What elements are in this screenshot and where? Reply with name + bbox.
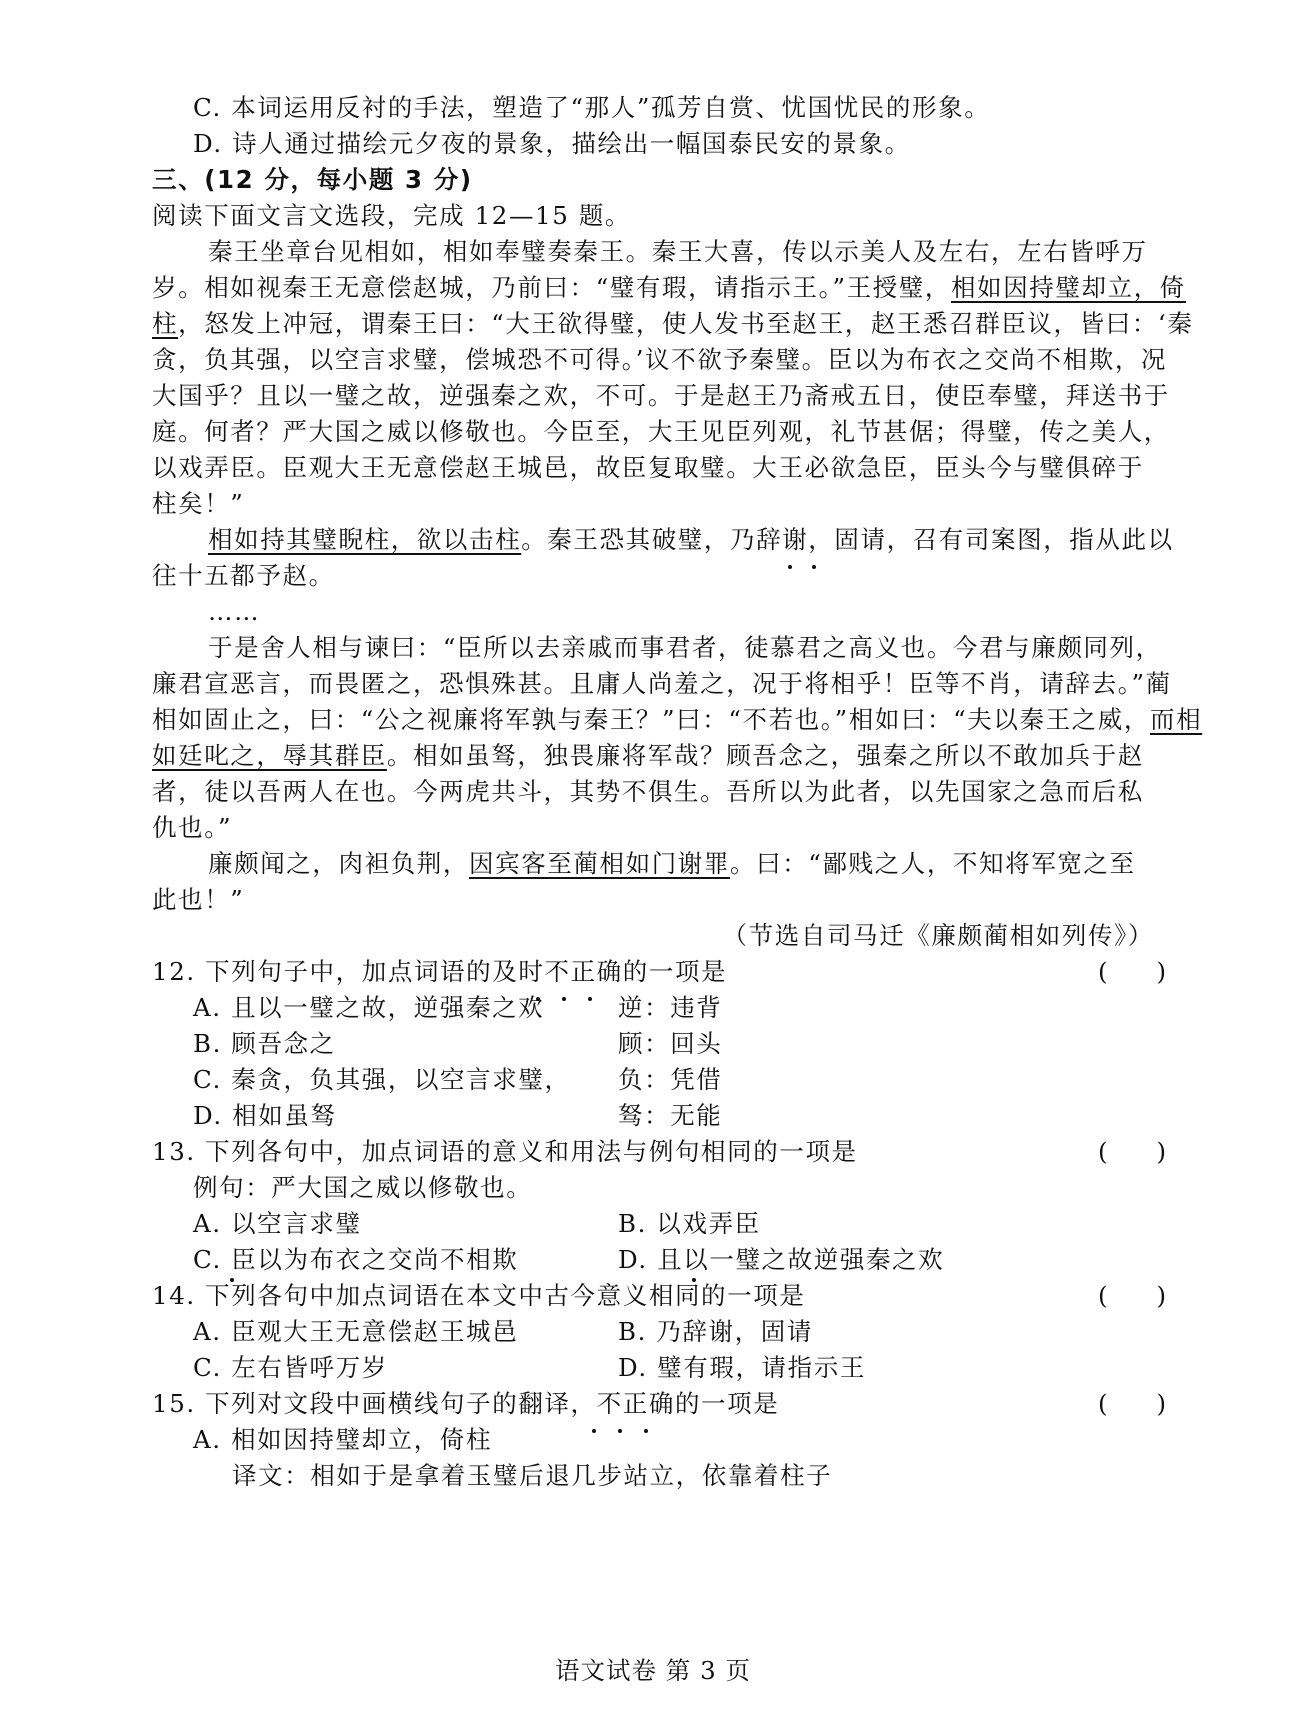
- passage-line: [208, 524, 1174, 556]
- q12-option-b-gloss: 顾：回头: [618, 1029, 723, 1058]
- emphasis-dot: [788, 565, 792, 569]
- q12-option-a: A. 且以一璧之故，逆强秦之欢: [193, 993, 545, 1022]
- question-14-stem: 14. 下列各句中加点词语在本文中古今意义相同的一项是: [152, 1281, 806, 1310]
- passage-line: 廉君宣恶言，而畏匿之，恐惧殊甚。且庸人尚羞之，况于将相乎！臣等不肖，请辞去。”蔺: [152, 669, 1172, 698]
- q14-option-c: C. 左右皆呼万岁: [193, 1353, 388, 1382]
- section-instruction: 阅读下面文言文选段，完成 12—15 题。: [152, 201, 632, 230]
- option-c-previous: C. 本词运用反衬的手法，塑造了“那人”孤芳自赏、忧国忧民的形象。: [193, 93, 991, 122]
- passage-line: 往十五都予赵。: [152, 561, 335, 590]
- question-13-stem: 13. 下列各句中，加点词语的意义和用法与例句相同的一项是: [152, 1137, 858, 1166]
- passage-text: 岁。相如视秦王无意偿赵城，乃前曰：“璧有瑕，请指示王。”王授璧，: [152, 273, 951, 302]
- underlined-sentence: 而相: [1149, 705, 1203, 734]
- passage-line: 以戏弄臣。臣观大王无意偿赵王城邑，故臣复取璧。大王必欲急臣，臣头今与璧俱碎于: [152, 453, 1144, 482]
- answer-blank[interactable]: ( ): [1098, 1137, 1167, 1166]
- passage-line: 庭。何者？严大国之威以修敬也。今臣至，大王见臣列观，礼节甚倨；得璧，传之美人，: [152, 417, 1170, 446]
- option-d-previous: D. 诗人通过描绘元夕夜的景象，描绘出一幅国泰民安的景象。: [193, 129, 911, 158]
- question-15-stem: 15. 下列对文段中画横线句子的翻译，不正确的一项是: [152, 1389, 780, 1418]
- passage-line: 仇也。”: [152, 813, 233, 842]
- passage-line: [152, 272, 1186, 304]
- passage-line: 秦王坐章台见相如，相如奉璧奏秦王。秦王大喜，传以示美人及左右，左右皆呼万: [208, 237, 1148, 266]
- q12-option-d: D. 相如虽驽: [193, 1101, 337, 1130]
- passage-text: 。曰：“鄙贱之人，不知将军宽之至: [730, 849, 1136, 878]
- passage-line: [152, 308, 1193, 340]
- passage-source: （节选自司马迁《廉颇蔺相如列传》）: [722, 921, 1154, 950]
- passage-text: 廉颇闻之，肉袒负荆，: [208, 849, 469, 878]
- emphasis-dot: [618, 1429, 622, 1433]
- passage-text: 。相如虽驽，独畏廉将军哉？顾吾念之，强秦之所以不敢加兵于赵: [386, 741, 1144, 770]
- passage-line: 柱矣！”: [152, 489, 245, 518]
- underlined-sentence: 相如持其璧睨柱，欲以击柱: [208, 525, 522, 554]
- q15-option-a: A. 相如因持璧却立，倚柱: [193, 1425, 493, 1454]
- emphasis-dot: [644, 1429, 648, 1433]
- emphasis-dot: [592, 1429, 596, 1433]
- q12-option-a-gloss: 逆：违背: [618, 993, 723, 1022]
- q13-example: 例句：严大国之威以修敬也。: [193, 1173, 533, 1202]
- passage-text: 相如固止之，曰：“公之视廉将军孰与秦王？”曰：“不若也。”相如曰：“夫以秦王之威，: [152, 705, 1150, 734]
- passage-line: [208, 848, 1136, 880]
- passage-line: [152, 740, 1144, 772]
- passage-line: 贪，负其强，以空言求璧，偿城恐不可得。’议不欲予秦璧。臣以为布衣之交尚不相欺，况: [152, 345, 1168, 374]
- q12-option-b: B. 顾吾念之: [193, 1029, 336, 1058]
- q13-option-a: A. 以空言求璧: [193, 1209, 362, 1238]
- answer-blank[interactable]: ( ): [1098, 1281, 1167, 1310]
- q14-option-a: A. 臣观大王无意偿赵王城邑: [193, 1317, 519, 1346]
- answer-blank[interactable]: ( ): [1098, 957, 1167, 986]
- emphasis-dot: [562, 997, 566, 1001]
- underlined-sentence: 相如因持璧却立，倚: [951, 273, 1186, 302]
- emphasis-dot: [812, 565, 816, 569]
- answer-blank[interactable]: ( ): [1098, 1389, 1167, 1418]
- q14-option-b: B. 乃辞谢，固请: [618, 1317, 813, 1346]
- passage-line: [152, 704, 1202, 736]
- emphasis-dot: [588, 997, 592, 1001]
- q12-option-c: C. 秦贪，负其强，以空言求璧，: [193, 1065, 571, 1094]
- passage-ellipsis: ……: [208, 597, 261, 626]
- q13-option-d: D. 且以一璧之故逆强秦之欢: [618, 1245, 945, 1274]
- q12-option-d-gloss: 驽：无能: [618, 1101, 723, 1130]
- passage-line: 者，徒以吾两人在也。今两虎共斗，其势不俱生。吾所以为此者，以先国家之急而后私: [152, 777, 1144, 806]
- q15-option-a-translation: 译文：相如于是拿着玉璧后退几步站立，依靠着柱子: [232, 1461, 833, 1490]
- q13-option-c: C. 臣以为布衣之交尚不相欺: [193, 1245, 519, 1274]
- passage-line: 大国乎？且以一璧之故，逆强秦之欢，不可。于是赵王乃斋戒五日，使臣奉璧，拜送书于: [152, 381, 1170, 410]
- passage-line: 于是舍人相与谏曰：“臣所以去亲戚而事君者，徒慕君之高义也。今君与廉颇同列，: [208, 633, 1162, 662]
- section-heading: 三、(12 分，每小题 3 分): [152, 165, 473, 194]
- underlined-sentence: 柱: [152, 309, 179, 338]
- passage-text: 。秦王恐其破璧，乃辞谢，固请，召有司案图，指从此以: [521, 525, 1174, 554]
- q13-option-b: B. 以戏弄臣: [618, 1209, 761, 1238]
- passage-line: 此也！”: [152, 885, 245, 914]
- question-12-stem: 12. 下列句子中，加点词语的及时不正确的一项是: [152, 957, 728, 986]
- underlined-sentence: 因宾客至蔺相如门谢罪: [469, 849, 730, 878]
- q12-option-c-gloss: 负：凭借: [618, 1065, 723, 1094]
- page-footer: 语文试卷 第 3 页: [555, 1656, 751, 1685]
- q14-option-d: D. 璧有瑕，请指示王: [618, 1353, 866, 1382]
- passage-text: ，怒发上冲冠，谓秦王曰：“大王欲得璧，使人发书至赵王，赵王悉召群臣议，皆曰：‘秦: [178, 309, 1194, 338]
- underlined-sentence: 如廷叱之，辱其群臣: [152, 741, 387, 770]
